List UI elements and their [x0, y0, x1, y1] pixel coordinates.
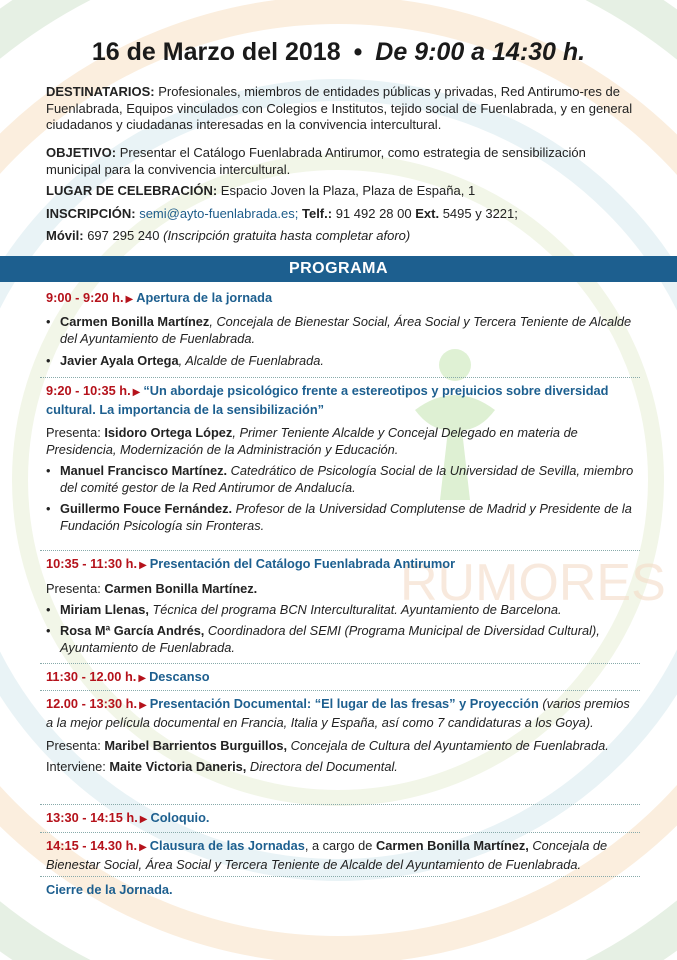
section-clausura: [46, 837, 640, 873]
presenta-name: Carmen Bonilla Martínez.: [104, 581, 258, 596]
movil-note: (Inscripción gratuita hasta completar aforo): [163, 228, 411, 243]
speaker-desc: , Concejala de Bienestar Social, Área Social y Tercera Teniente de Alcalde del Ayuntamiento de Fuenlabrada.: [60, 314, 632, 346]
cierre-text: Cierre de la Jornada.: [46, 882, 173, 897]
lugar-label: LUGAR DE CELEBRACIÓN:: [46, 183, 218, 198]
section-title: Clausura de las Jornadas: [149, 838, 305, 853]
divider: [40, 832, 640, 833]
interviene-desc: Directora del Documental.: [246, 759, 398, 774]
watermark-text: RUMORES: [400, 554, 666, 612]
section-title: Presentación Documental: “El lugar de las fresas” y Proyección: [149, 696, 539, 711]
play-arrow-icon: ▶: [139, 560, 147, 571]
play-arrow-icon: ▶: [132, 387, 141, 398]
objetivo-label: OBJETIVO:: [46, 145, 117, 160]
speaker-name: Guillermo Fouce Fernández.: [60, 501, 233, 516]
divider: [40, 377, 640, 378]
section-heading: [46, 289, 640, 308]
presenta-desc: Concejala de Cultura del Ayuntamiento de Fuenlabrada.: [287, 738, 609, 753]
divider: [40, 663, 640, 664]
section-title: Presentación del Catálogo Fuenlabrada Antirumor: [149, 556, 456, 571]
presenta-label: Presenta:: [46, 738, 101, 753]
section-title: Descanso: [149, 669, 210, 684]
section-time: 11:30 - 12.00 h.: [46, 669, 137, 684]
presenta-line: [46, 580, 640, 597]
event-date: 16 de Marzo del 2018: [91, 38, 341, 66]
section-apertura: [46, 289, 640, 369]
section-time: 9:20 - 10:35 h.: [46, 383, 131, 398]
lugar-text: Espacio Joven la Plaza, Plaza de España, 1: [220, 183, 476, 198]
inscripcion-label: INSCRIPCIÓN:: [46, 206, 136, 221]
programa-banner: [0, 256, 677, 282]
separator: •: [353, 38, 363, 66]
event-time: De 9:00 a 14:30 h.: [375, 38, 586, 66]
presenta-line: [46, 737, 640, 754]
speaker-desc: Catedrático de Psicología Social de la Universidad de Sevilla, miembro del comité gestor de la Red Antirumor de Andalucía.: [60, 463, 634, 495]
section-title: “Un abordaje psicológico frente a estereotipos y prejuicios sobre diversidad cultural. La importancia de la sensibilización”: [46, 383, 609, 417]
section-time: 9:00 - 9:20 h.: [46, 290, 124, 305]
destinatarios-text: Profesionales, miembros de entidades públicas y privadas, Red Antirumo-res de Fuenlabrada, Equipos vinculados con Colegios e Institutos, tejido social de Fuenlabrada, y en general ciudadanos y ciudadanas interesadas en la convivencia intercultural.: [46, 84, 633, 132]
lugar-block: [46, 183, 642, 200]
interviene-line: [46, 758, 640, 775]
speaker-item: [46, 622, 640, 656]
divider: [40, 550, 640, 551]
section-catalogo: [46, 555, 640, 656]
telf-label: Telf.:: [301, 206, 333, 221]
speaker-name: Rosa Mª García Andrés,: [60, 623, 205, 638]
speaker-desc: Profesor de la Universidad Complutense de Madrid y Presidente de la Fundación Psicología sin Fronteras.: [60, 501, 632, 533]
interviene-label: Interviene:: [46, 759, 106, 774]
divider: [40, 690, 640, 691]
section-note: (varios premios a la mejor película documental en Francia, Italia y España, así como 7 candidaturas a los Goya).: [46, 696, 630, 730]
section-abordaje: [46, 382, 640, 534]
play-arrow-icon: ▶: [138, 673, 147, 684]
divider: [40, 876, 640, 877]
speaker-desc: Concejala de Bienestar Social, Área Social y Tercera Teniente de Alcalde del Ayuntamiento de Fuenlabrada.: [46, 838, 608, 872]
ext-label: Ext.: [415, 206, 440, 221]
speaker-name: Carmen Bonilla Martínez: [60, 314, 210, 329]
presenta-line: [46, 424, 640, 458]
speaker-item: [46, 500, 640, 534]
presenta-label: Presenta:: [46, 425, 101, 440]
section-time: 12.00 - 13:30 h.: [46, 696, 138, 711]
section-cierre: [46, 881, 640, 898]
section-documental: [46, 695, 640, 775]
movil-value: 697 295 240: [87, 228, 160, 243]
movil-block: [46, 228, 642, 245]
speaker-name: Carmen Bonilla Martínez,: [375, 838, 529, 853]
speaker-name: Javier Ayala Ortega: [60, 353, 179, 368]
speaker-item: [46, 313, 640, 347]
section-time: 10:35 - 11:30 h.: [46, 556, 138, 571]
event-date-line: [0, 38, 677, 67]
section-title: Apertura de la jornada: [136, 290, 273, 305]
speaker-item: [46, 601, 640, 618]
play-arrow-icon: ▶: [125, 294, 134, 305]
movil-label: Móvil:: [46, 228, 84, 243]
objetivo-text: Presentar el Catálogo Fuenlabrada Antirumor, como estrategia de sensibilización municipal para la convivencia intercultural.: [46, 145, 586, 177]
presenta-desc: , Primer Teniente Alcalde y Concejal Delegado en materia de Presidencia, Modernización de la Administración y Educación.: [46, 425, 578, 457]
destinatarios-block: [46, 84, 642, 134]
section-heading: [46, 382, 640, 418]
section-coloquio: [46, 809, 640, 828]
speaker-name: Miriam Llenas,: [60, 602, 149, 617]
play-arrow-icon: ▶: [139, 700, 147, 711]
inscripcion-block: [46, 206, 642, 223]
section-descanso: [46, 668, 640, 687]
programa-title: PROGRAMA: [288, 260, 389, 277]
speaker-item: [46, 352, 640, 369]
speaker-desc: Técnica del programa BCN Interculturalitat. Ayuntamiento de Barcelona.: [148, 602, 562, 617]
play-arrow-icon: ▶: [139, 814, 148, 825]
speaker-desc: , Alcalde de Fuenlabrada.: [178, 353, 324, 368]
presenta-name: Isidoro Ortega López: [104, 425, 233, 440]
divider: [40, 804, 640, 805]
objetivo-block: [46, 145, 642, 178]
destinatarios-label: DESTINATARIOS:: [46, 84, 155, 99]
section-heading: [46, 555, 640, 574]
section-time: 13:30 - 14:15 h.: [46, 810, 138, 825]
speaker-item: [46, 462, 640, 496]
interviene-name: Maite Victoria Daneris,: [109, 759, 247, 774]
section-heading: [46, 695, 640, 731]
telf-value: 91 492 28 00: [335, 206, 412, 221]
section-time: 14:15 - 14.30 h.: [46, 838, 138, 853]
speaker-desc: Coordinadora del SEMI (Programa Municipal de Diversidad Cultural), Ayuntamiento de Fuenlabrada.: [60, 623, 600, 655]
speaker-name: Manuel Francisco Martínez.: [60, 463, 228, 478]
email-link[interactable]: semi@ayto-fuenlabrada.es;: [139, 206, 299, 221]
ext-value: 5495 y 3221;: [442, 206, 518, 221]
presenta-label: Presenta:: [46, 581, 101, 596]
section-mid: , a cargo de: [304, 838, 376, 853]
play-arrow-icon: ▶: [139, 842, 147, 853]
section-title: Coloquio.: [150, 810, 210, 825]
presenta-name: Maribel Barrientos Burguillos,: [104, 738, 288, 753]
